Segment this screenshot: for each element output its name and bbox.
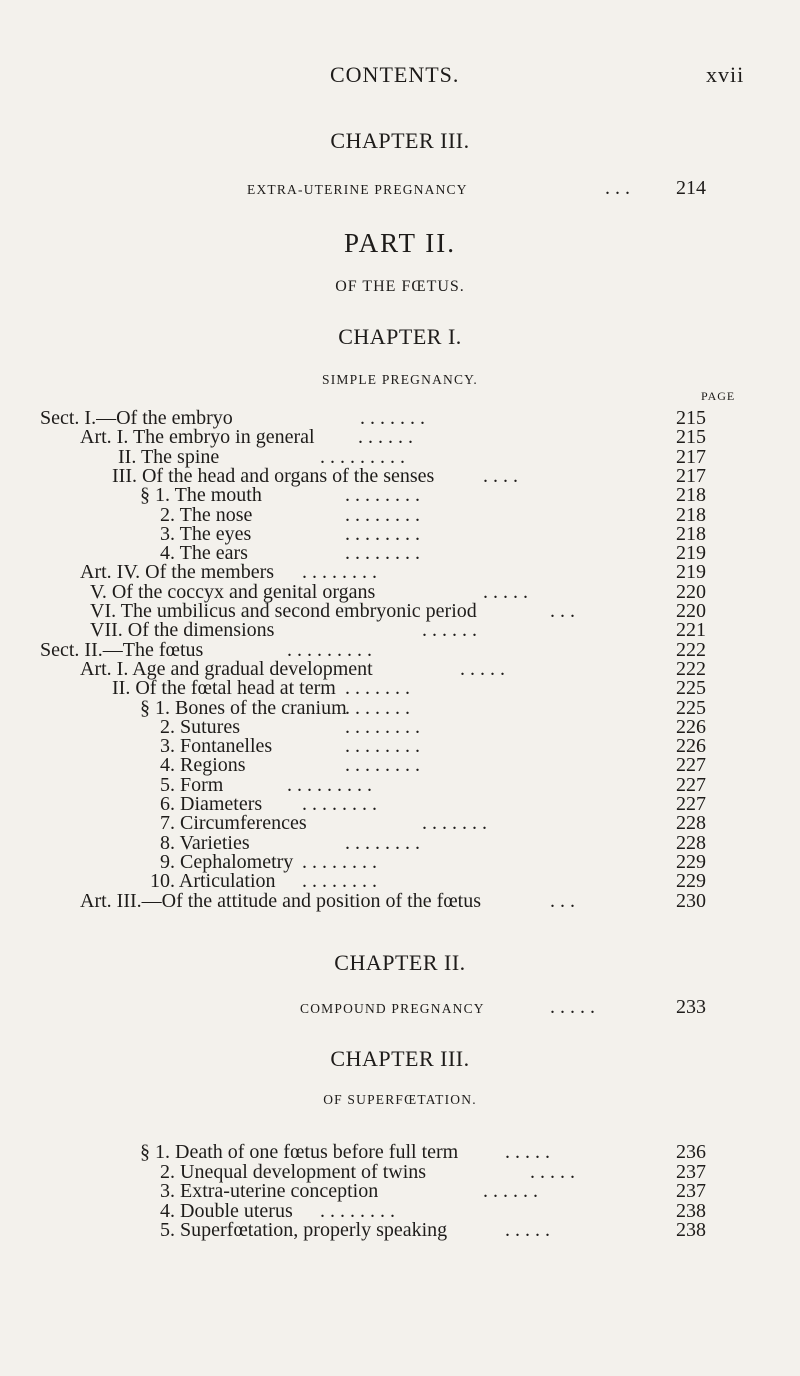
toc-entry-dots: . . . . . .: [483, 1180, 538, 1202]
chapter-subheading: SIMPLE PREGNANCY.: [322, 372, 478, 387]
toc-entry-dots: . . .: [550, 600, 575, 622]
toc-entry-page: 220: [676, 600, 706, 622]
toc-entry-label: 2. The nose: [160, 503, 253, 526]
toc-entry-label: Sect. II.—The fœtus: [40, 638, 204, 661]
toc-entry-dots: . . . . . . .: [345, 696, 410, 719]
toc-entry-page: 226: [676, 715, 706, 738]
toc-entry-dots: . . . . .: [550, 996, 595, 1018]
toc-entry-dots: . . .: [605, 177, 630, 199]
part-subheading: OF THE FŒTUS.: [335, 278, 465, 295]
toc-entry-dots: . . . . . . . .: [320, 1199, 395, 1222]
toc-entry-label: II. The spine: [118, 445, 220, 468]
toc-entry-page: 218: [676, 503, 706, 526]
chapter-heading: CHAPTER III.: [330, 128, 470, 153]
toc-entry-label: 3. The eyes: [160, 522, 252, 545]
toc-entry-page: 221: [676, 619, 706, 642]
toc-entry-page: 228: [676, 812, 706, 835]
running-head: [0, 60, 800, 90]
toc-entry-dots: . . . . . . .: [345, 677, 410, 700]
toc-entry-dots: . . . . . . . .: [345, 542, 420, 565]
toc-entry-dots: . . . . . . . .: [345, 522, 420, 545]
toc-entry-dots: . . . . . . . .: [302, 793, 377, 815]
toc-entry-page: 214: [676, 177, 706, 199]
toc-entry-dots: . . . . . . . .: [302, 870, 377, 893]
toc-entry-dots: . . . . .: [505, 1219, 550, 1241]
toc-entry-page: 225: [676, 677, 706, 700]
toc-entry-page: 222: [676, 657, 706, 680]
toc-entry-dots: . . . .: [483, 464, 518, 487]
toc-entry-dots: . . . . .: [505, 1141, 550, 1163]
toc-entry-compound-pregnancy: [0, 996, 800, 1018]
toc-entry-page: 215: [676, 426, 706, 449]
toc-entry-page: 237: [676, 1160, 706, 1183]
toc-entry-dots: . . . . . . . . .: [320, 445, 405, 468]
toc-entry-page: 227: [676, 754, 706, 777]
toc-entry-page: 227: [676, 773, 706, 796]
toc-entry-label: 10. Articulation: [150, 870, 276, 893]
toc-entry-dots: . . .: [550, 889, 575, 912]
toc-entry-label: 9. Cephalometry: [160, 850, 294, 873]
toc-entry-label: COMPOUND PREGNANCY: [300, 1001, 485, 1016]
toc-entry-dots: . . . . .: [483, 580, 528, 603]
toc-entry-dots: . . . . . . . .: [345, 715, 420, 738]
toc-entry-label: V. Of the coccyx and genital organs: [90, 580, 376, 603]
toc-entry-label: II. Of the fœtal head at term: [112, 677, 336, 700]
toc-entry-label: 4. The ears: [160, 542, 248, 565]
toc-entry-label: 6. Diameters: [160, 793, 263, 815]
toc-entry-dots: . . . . . . . . .: [287, 638, 372, 661]
toc-entry-page: 225: [676, 696, 706, 719]
toc-entry-label: 8. Varieties: [160, 831, 250, 854]
toc-entry-label: 5. Superfœtation, properly speaking: [160, 1219, 448, 1241]
toc-entry-label: § 1. Bones of the cranium: [140, 696, 347, 719]
toc-entry-label: 4. Double uterus: [160, 1199, 293, 1222]
toc-entry-dots: . . . . . . . .: [302, 561, 377, 584]
toc-entry-label: 7. Circumferences: [160, 812, 307, 835]
toc-entry-dots: . . . . .: [460, 657, 505, 680]
chapter-heading: CHAPTER II.: [334, 950, 466, 975]
toc-entry-label: EXTRA-UTERINE PREGNANCY: [247, 182, 468, 197]
toc-entry-page: 236: [676, 1141, 706, 1163]
chapter-subheading: OF SUPERFŒTATION.: [323, 1092, 477, 1107]
toc-entry-page: 218: [676, 484, 706, 507]
toc-entry-label: VII. Of the dimensions: [90, 619, 275, 642]
toc-entry-dots: . . . . . . . .: [345, 503, 420, 526]
toc-entry-page: 220: [676, 580, 706, 603]
chapter-heading: CHAPTER I.: [338, 324, 462, 349]
toc-entry-label: § 1. Death of one fœtus before full term: [140, 1141, 459, 1163]
toc-entry-label: 4. Regions: [160, 754, 246, 777]
toc-entry-label: 3. Fontanelles: [160, 735, 273, 758]
toc-entry-label: III. Of the head and organs of the senses: [112, 464, 435, 487]
toc-entry-label: 2. Sutures: [160, 715, 240, 738]
toc-entry-dots: . . . . . . . .: [345, 484, 420, 507]
toc-entry-page: 237: [676, 1180, 706, 1202]
toc-entry-dots: . . . . .: [530, 1160, 575, 1183]
toc-entry-page: 217: [676, 464, 706, 487]
toc-entry-dots: . . . . . . . .: [345, 754, 420, 777]
toc-entry-page: 229: [676, 870, 706, 893]
toc-entry-page: 219: [676, 542, 706, 565]
toc-entry-dots: . . . . . .: [422, 619, 477, 642]
toc-entry-page: 215: [676, 407, 706, 429]
toc-entry-dots: . . . . . . . . .: [287, 773, 372, 796]
toc-entry: [0, 891, 800, 912]
running-head-title: CONTENTS.: [330, 62, 460, 87]
toc-entry-page: 230: [676, 889, 706, 912]
toc-entry-page: 228: [676, 831, 706, 854]
page-column-label: PAGE: [701, 389, 736, 403]
toc-entry-label: Sect. I.—Of the embryo: [40, 407, 233, 429]
running-head-page-number: xvii: [706, 62, 745, 87]
toc-entry-dots: . . . . . .: [358, 426, 413, 449]
toc-entry-dots: . . . . . . .: [360, 407, 425, 429]
part-heading: PART II.: [344, 228, 456, 258]
toc-entry-page: 218: [676, 522, 706, 545]
toc-entry-label: 2. Unequal development of twins: [160, 1160, 427, 1183]
toc-entry-page: 219: [676, 561, 706, 584]
toc-entry-label: VI. The umbilicus and second embryonic period: [90, 600, 477, 622]
toc-entry-page: 229: [676, 850, 706, 873]
toc-entry-label: 5. Form: [160, 773, 224, 796]
toc-entry-label: Art. I. The embryo in general: [80, 426, 315, 449]
toc-entry-page: 227: [676, 793, 706, 815]
toc-entry-extra-uterine: [0, 177, 800, 199]
toc-entry-page: 222: [676, 638, 706, 661]
toc-entry-dots: . . . . . . . .: [345, 735, 420, 758]
toc-entry-page: 217: [676, 445, 706, 468]
toc-entry-label: Art. IV. Of the members: [80, 561, 275, 584]
toc-entry-dots: . . . . . . . .: [302, 850, 377, 873]
toc-entry: [0, 1142, 800, 1163]
toc-entry-page: 238: [676, 1199, 706, 1222]
chapter-heading: CHAPTER III.: [330, 1046, 470, 1071]
toc-entry-page: 226: [676, 735, 706, 758]
toc-entry-dots: . . . . . . .: [422, 812, 487, 835]
toc-entry: [0, 1220, 800, 1241]
toc-entry-page: 238: [676, 1219, 706, 1241]
toc-entry-dots: . . . . . . . .: [345, 831, 420, 854]
toc-entry-label: 3. Extra-uterine conception: [160, 1180, 379, 1202]
toc-entry-label: Art. I. Age and gradual development: [80, 657, 373, 680]
toc-entry: [0, 1181, 800, 1202]
toc-entry-label: § 1. The mouth: [140, 484, 262, 507]
toc-entry-label: Art. III.—Of the attitude and position of the fœtus: [80, 889, 482, 912]
toc-entry-page: 233: [676, 996, 706, 1018]
